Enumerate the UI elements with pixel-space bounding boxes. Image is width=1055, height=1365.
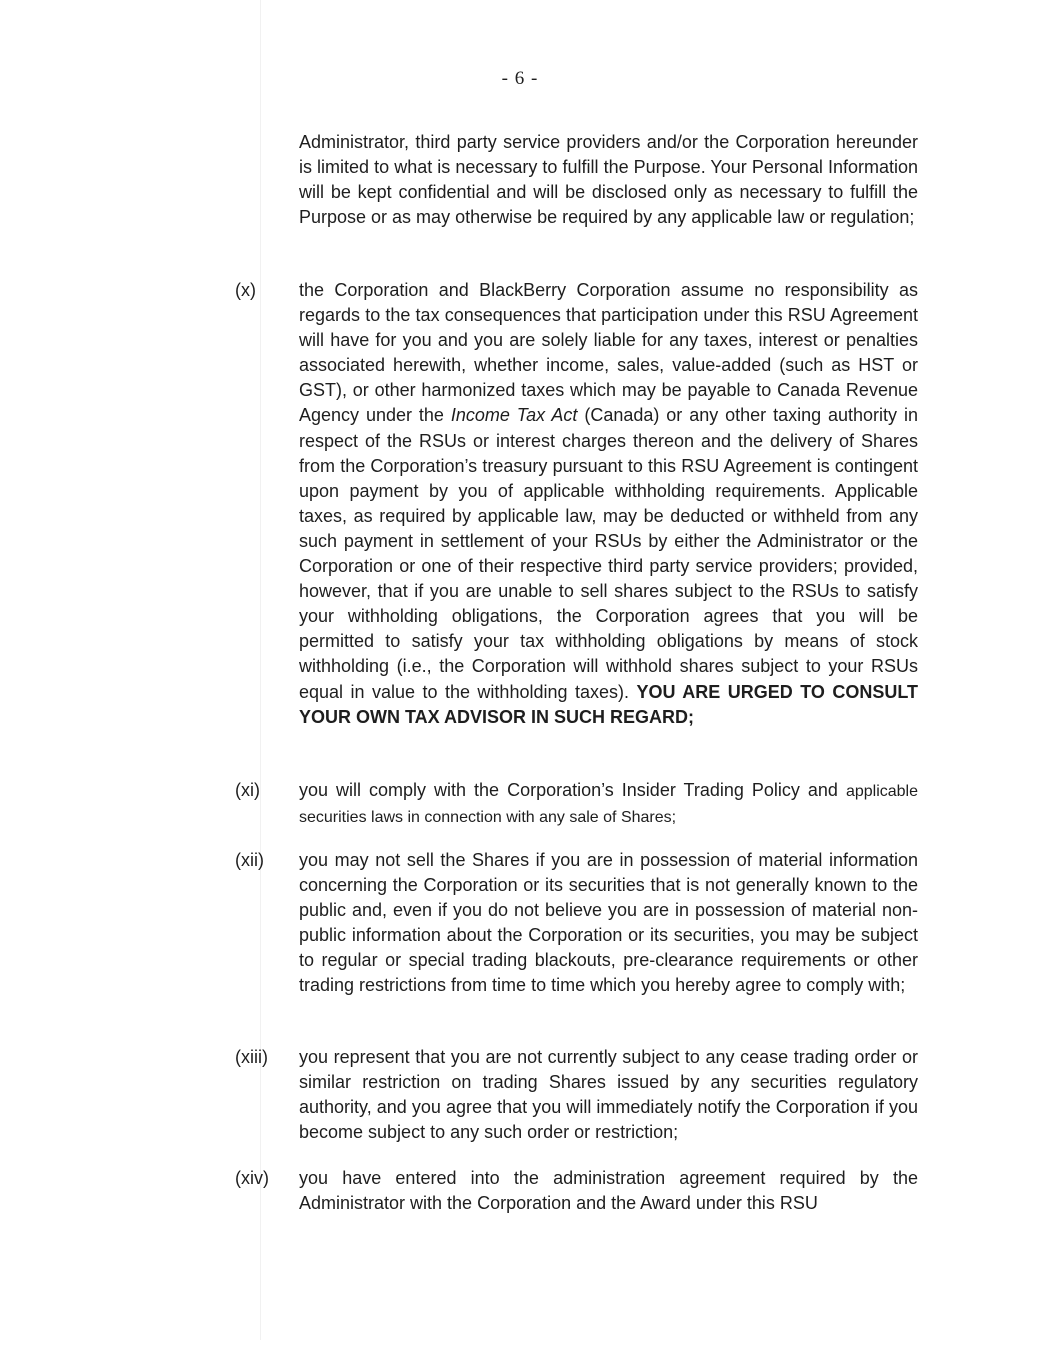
item-marker-xi: (xi) xyxy=(235,780,260,800)
item-xi-text-small: applicable securities laws in connection with any sale of Shares; xyxy=(299,783,918,827)
item-marker-x: (x) xyxy=(235,280,256,300)
item-x-text-b: (Canada) or any other taxing authority in respect of the RSUs or interest charges thereon and the delivery of Shares from the Corporation’s treasury pursuant to this RSU Agreement is contingent upon payment by you of applicable withholding requirements. Applicable taxes, as required by applicable law, may be deducted or withheld from any such payment in settlement of your RSUs by either the Administrator or the Corporation or one of their respective third party service providers; provided, however, that if you are unable to sell shares subject to the RSUs to satisfy your withholding obligations, the Corporation agrees that you will be permitted to satisfy your tax withholding obligations by means of stock withholding (i.e., the Corporation will withhold shares subject to your RSUs equal in value to the withholding taxes). xyxy=(299,405,918,702)
item-xiii-paragraph: you represent that you are not currently subject to any cease trading order or similar restriction on trading Shares issued by any securities regulatory authority, and you agree that you will immediately notify the Corporation if you become subject to any such order or restriction; xyxy=(299,1047,918,1143)
item-marker-xii: (xii) xyxy=(235,850,264,870)
continuation-paragraph: Administrator, third party service providers and/or the Corporation hereunder is limited to what is necessary to fulfill the Purpose. Your Personal Information will be kept confidential and will be disclosed only as necessary to fulfill the Purpose or as may otherwise be required by any applicable law or regulation; xyxy=(299,132,918,228)
item-x-italic-text: Income Tax Act xyxy=(450,405,578,426)
item-x-bold-text: YOU ARE URGED TO CONSULT YOUR OWN TAX ADVISOR IN SUCH REGARD; xyxy=(299,681,918,727)
item-x-text-a: the Corporation and BlackBerry Corporation assume no responsibility as regards to the tax consequences that participation under this RSU Agreement will have for you and you are solely liable for any taxes, interest or penalties associated herewith, whether income, sales, value-added (such as HST or GST), or other harmonized taxes which may be payable to Canada Revenue Agency under the xyxy=(299,280,918,426)
item-xi-text-a: you will comply with the Corporation’s Insider Trading Policy and xyxy=(299,780,838,800)
item-xiv-paragraph: you have entered into the administration agreement required by the Administrator with the Corporation and the Award under this RSU xyxy=(299,1168,918,1214)
item-marker-xiv: (xiv) xyxy=(235,1168,269,1188)
item-xi-paragraph xyxy=(299,778,918,830)
item-x-paragraph xyxy=(299,278,918,730)
scan-artifact-line xyxy=(260,0,261,1340)
item-marker-xiii: (xiii) xyxy=(235,1047,268,1067)
item-xii-paragraph: you may not sell the Shares if you are in possession of material information concerning the Corporation or its securities that is not generally known to the public and, even if you do not believe you are in possession of material non-public information about the Corporation or its securities, you may be subject to regular or special trading blackouts, pre-clearance requirements or other trading restrictions from time to time which you hereby agree to comply with; xyxy=(299,850,918,996)
page-number: - 6 - xyxy=(501,68,539,89)
